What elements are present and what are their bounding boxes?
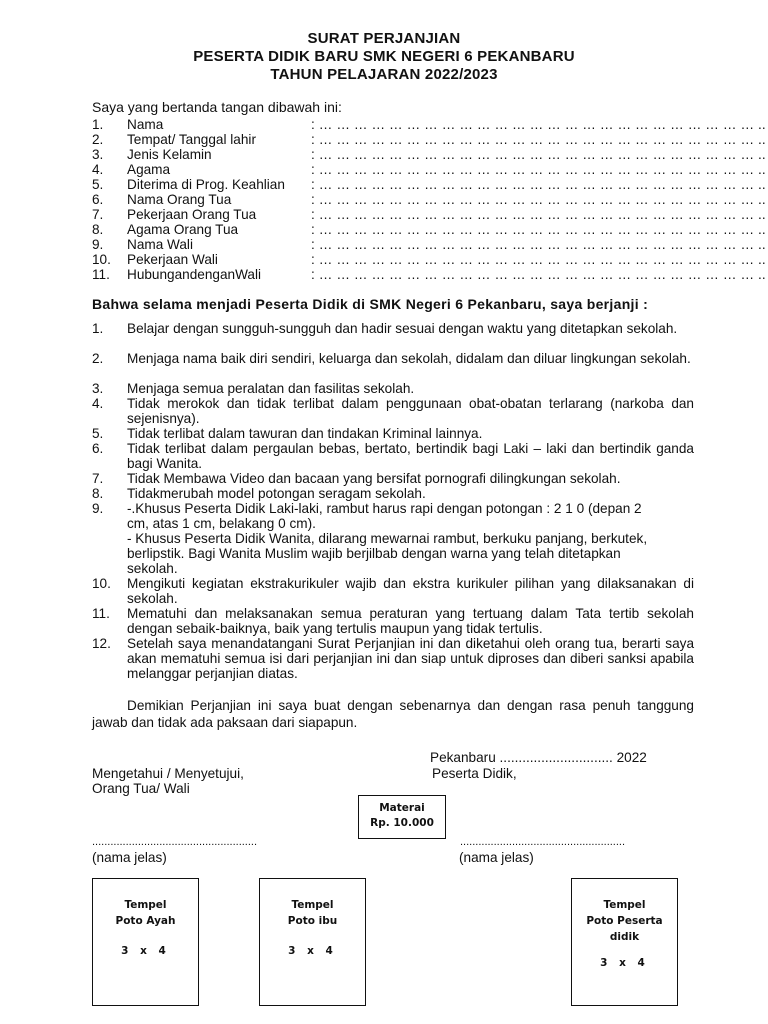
field-number: 2. xyxy=(92,132,104,147)
field-label: Nama Orang Tua xyxy=(127,192,232,207)
list-text: -.Khusus Peserta Didik Laki-laki, rambut harus rapi dengan potongan : 2 1 0 (depan 2 cm, atas 1 cm, belakang 0 cm). xyxy=(127,501,642,531)
promise-heading: Bahwa selama menjadi Peserta Didik di SMK Negeri 6 Pekanbaru, saya berjanji : xyxy=(92,296,649,312)
intro-text: Saya yang bertanda tangan dibawah ini: xyxy=(92,99,342,115)
photo-label: didik xyxy=(609,931,640,943)
field-fill-line: : … … … … … … … … … … … … … … … … … … … … … … … … … .. xyxy=(311,207,766,222)
photo-label: Poto ibu xyxy=(287,915,338,927)
list-text: Menjaga nama baik diri sendiri, keluarga dan sekolah, didalam dan diluar lingkungan sekolah. xyxy=(127,351,691,366)
list-text: Tidak terlibat dalam pergaulan bebas, bertato, bertindik bagi Laki – laki dan bertindik ganda bagi Wanita. xyxy=(127,441,694,471)
field-fill-line: : … … … … … … … … … … … … … … … … … … … … … … … … … .. xyxy=(311,267,766,282)
photo-label: Poto Peserta xyxy=(586,915,663,927)
field-fill-line: : … … … … … … … … … … … … … … … … … … … … … … … … … .. xyxy=(311,132,766,147)
field-label: Agama xyxy=(127,162,171,177)
photo-size: 3 x 4 xyxy=(288,945,337,957)
field-fill-line: : … … … … … … … … … … … … … … … … … … … … … … … … … .. xyxy=(311,192,766,207)
list-number: 11. xyxy=(92,606,110,621)
field-number: 6. xyxy=(92,192,104,207)
field-label: Diterima di Prog. Keahlian xyxy=(127,177,285,192)
father-photo-box xyxy=(92,878,199,1006)
field-label: Jenis Kelamin xyxy=(127,147,212,162)
student-name-label: (nama jelas) xyxy=(459,850,534,865)
doc-subtitle-school: PESERTA DIDIK BARU SMK NEGERI 6 PEKANBARU xyxy=(193,48,575,65)
field-label: Agama Orang Tua xyxy=(127,222,239,237)
list-text: Tidak merokok dan tidak terlibat dalam penggunaan obat-obatan terlarang (narkoba dan sejenisnya). xyxy=(127,396,694,426)
field-label: Nama xyxy=(127,117,164,132)
list-number: 2. xyxy=(92,351,104,366)
list-text: Mengikuti kegiatan ekstrakurikuler wajib dan ekstra kurikuler pilihan yang dilaksanakan di sekolah. xyxy=(127,576,694,606)
closing-paragraph: Demikian Perjanjian ini saya buat dengan sebenarnya dan dengan rasa penuh tanggung jawab dan tidak ada paksaan dari siapapun. xyxy=(92,698,694,730)
field-number: 10. xyxy=(92,252,111,267)
field-fill-line: : … … … … … … … … … … … … … … … … … … … … … … … … … .. xyxy=(311,222,766,237)
guardian-name-label: (nama jelas) xyxy=(92,850,167,865)
stamp-duty-box xyxy=(358,795,446,839)
field-fill-line: : … … … … … … … … … … … … … … … … … … … … … … … … … .. xyxy=(311,237,766,252)
photo-label: Tempel xyxy=(603,899,646,911)
field-fill-line: : … … … … … … … … … … … … … … … … … … … … … … … … … .. xyxy=(311,147,766,162)
list-number: 6. xyxy=(92,441,104,456)
photo-size: 3 x 4 xyxy=(121,945,170,957)
list-number: 8. xyxy=(92,486,104,501)
list-text: - Khusus Peserta Didik Wanita, dilarang mewarnai rambut, berkuku panjang, berkutek, berlipstik. Bagi Wanita Muslim wajib berjilbab dengan warna yang telah ditetapkan sekolah. xyxy=(127,531,648,576)
field-number: 1. xyxy=(92,117,104,132)
field-number: 5. xyxy=(92,177,104,192)
field-fill-line: : … … … … … … … … … … … … … … … … … … … … … … … … … .. xyxy=(311,162,766,177)
list-text: Tidak terlibat dalam tawuran dan tindakan Kriminal lainnya. xyxy=(127,426,483,441)
field-number: 9. xyxy=(92,237,104,252)
doc-subtitle-year: TAHUN PELAJARAN 2022/2023 xyxy=(270,66,498,83)
list-text: Mematuhi dan melaksanakan semua peraturan yang tertuang dalam Tata tertib sekolah dengan sebaik-baiknya, baik yang tertulis maupun yang tidak tertulis. xyxy=(127,606,694,636)
field-fill-line: : … … … … … … … … … … … … … … … … … … … … … … … … … .. xyxy=(311,177,766,192)
guardian-signature-line: ...................................................... xyxy=(92,836,258,848)
list-text: Setelah saya menandatangani Surat Perjanjian ini dan diketahui oleh orang tua, berarti saya akan mematuhi semua isi dari perjanjian ini dan siap untuk diproses dan diberi sanksi apabila melanggar perjanjian diatas. xyxy=(127,636,694,681)
doc-title: SURAT PERJANJIAN xyxy=(307,30,461,47)
list-text: Menjaga semua peralatan dan fasilitas sekolah. xyxy=(127,381,415,396)
list-number: 4. xyxy=(92,396,104,411)
student-photo-box xyxy=(571,878,678,1006)
field-fill-line: : … … … … … … … … … … … … … … … … … … … … … … … … … .. xyxy=(311,117,766,132)
list-number: 5. xyxy=(92,426,104,441)
guardian-approval-label: Mengetahui / Menyetujui, xyxy=(92,766,244,781)
stamp-value: Rp. 10.000 xyxy=(370,817,434,829)
mother-photo-box xyxy=(259,878,366,1006)
field-fill-line: : … … … … … … … … … … … … … … … … … … … … … … … … … .. xyxy=(311,252,766,267)
list-number: 1. xyxy=(92,321,104,336)
photo-label: Tempel xyxy=(291,899,334,911)
list-number: 12. xyxy=(92,636,111,651)
field-number: 4. xyxy=(92,162,104,177)
field-number: 8. xyxy=(92,222,104,237)
list-number: 9. xyxy=(92,501,104,516)
guardian-label: Orang Tua/ Wali xyxy=(92,781,190,796)
list-number: 3. xyxy=(92,381,104,396)
field-label: Nama Wali xyxy=(127,237,193,252)
photo-label: Tempel xyxy=(124,899,167,911)
place-date: Pekanbaru .............................. 2022 xyxy=(430,750,647,765)
field-label: Pekerjaan Wali xyxy=(127,252,218,267)
list-number: 10. xyxy=(92,576,111,591)
field-label: HubungandenganWali xyxy=(127,267,262,282)
student-label: Peserta Didik, xyxy=(432,766,517,781)
field-label: Tempat/ Tanggal lahir xyxy=(127,132,256,147)
photo-size: 3 x 4 xyxy=(600,957,649,969)
list-text: Belajar dengan sungguh-sungguh dan hadir sesuai dengan waktu yang ditetapkan sekolah. xyxy=(127,321,678,336)
student-signature-line: ...................................................... xyxy=(460,836,626,848)
field-number: 7. xyxy=(92,207,104,222)
stamp-label: Materai xyxy=(379,802,425,814)
field-number: 3. xyxy=(92,147,104,162)
field-number: 11. xyxy=(92,267,110,282)
field-label: Pekerjaan Orang Tua xyxy=(127,207,257,222)
list-text: Tidakmerubah model potongan seragam sekolah. xyxy=(127,486,426,501)
list-text: Tidak Membawa Video dan bacaan yang bersifat pornografi dilingkungan sekolah. xyxy=(127,471,621,486)
list-number: 7. xyxy=(92,471,104,486)
photo-label: Poto Ayah xyxy=(115,915,176,927)
